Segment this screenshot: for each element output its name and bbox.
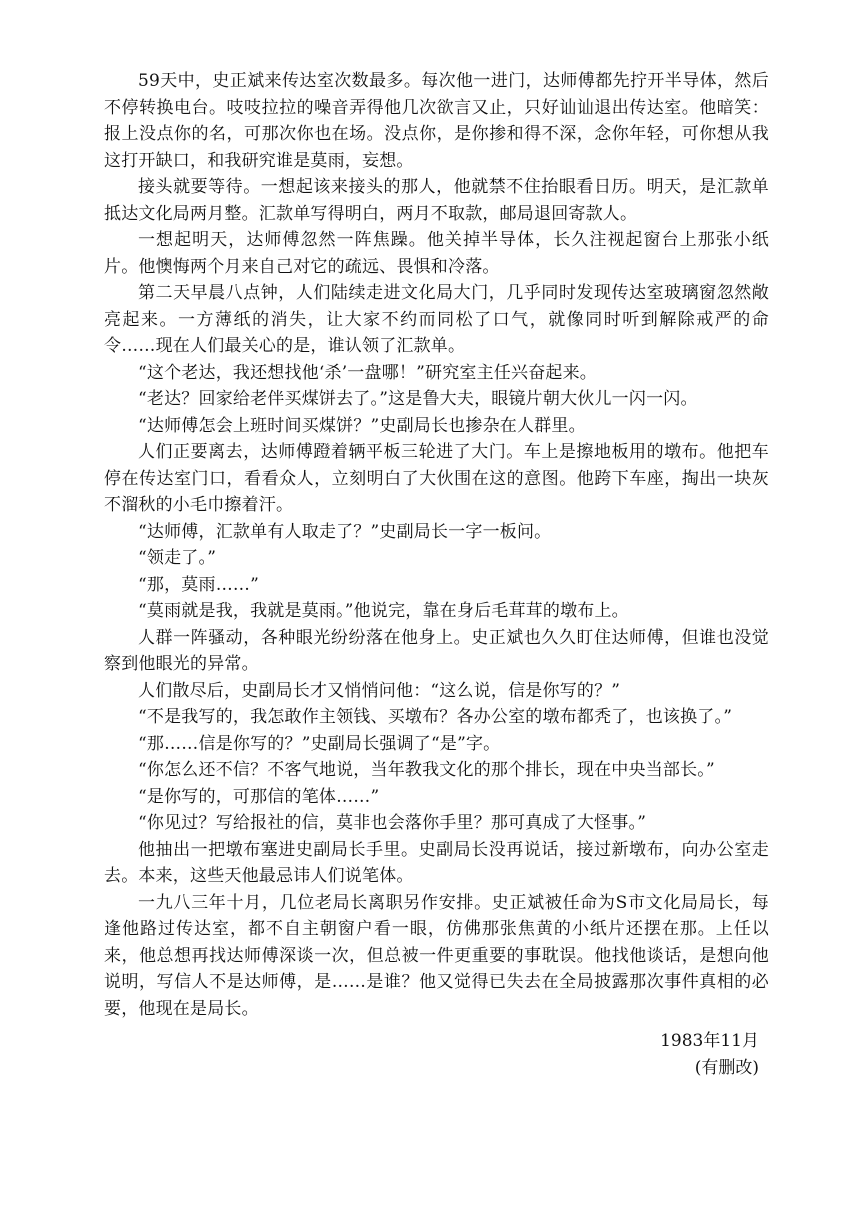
paragraph: 人们散尽后，史副局长才又悄悄问他：“这么说，信是你写的？” bbox=[138, 680, 621, 701]
paragraph: 59天中，史正斌来传达室次数最多。每次他一进门，达师傅都先拧开半导体，然后不停转换电台。吱吱拉拉的噪音弄得他几次欲言又止，只好讪讪退出传达室。他暗笑：报上没点你的名，可那次你也在场。没点你，是你掺和得不深，念你年轻，可你想从我这打开缺口，和我研究谁是莫雨，妄想。 bbox=[104, 71, 769, 171]
paragraph: 一九八三年十月，几位老局长离职另作安排。史正斌被任命为S市文化局局长，每逢他路过传达室，都不自主朝窗户看一眼，仿佛那张焦黄的小纸片还摆在那。上任以来，他总想再找达师傅深谈一次，但总被一件更重要的事耽误。他找他谈话，是想向他说明，写信人不是达师傅，是……是谁？他又觉得已失去在全局披露那次事件真相的必要，他现在是局长。 bbox=[104, 892, 769, 1019]
paragraph: “你见过？写给报社的信，莫非也会落你手里？那可真成了大怪事。” bbox=[138, 813, 647, 833]
paragraph: 他抽出一把墩布塞进史副局长手里。史副局长没再说话，接过新墩布，向办公室走去。本来，这些天他最忌讳人们说笔体。 bbox=[104, 839, 769, 886]
paragraph: 第二天早晨八点钟，人们陆续走进文化局大门，几乎同时发现传达室玻璃窗忽然敞亮起来。一方薄纸的消失，让大家不约而同松了口气，就像同时听到解除戒严的命令……现在人们最关心的是，谁认领了汇款单。 bbox=[104, 283, 769, 356]
paragraph: “不是我写的，我怎敢作主领钱、买墩布？各办公室的墩布都秃了，也该换了。” bbox=[138, 707, 733, 727]
paragraph: “那……信是你写的？”史副局长强调了“是”字。 bbox=[138, 733, 501, 754]
paragraph: “莫雨就是我，我就是莫雨。”他说完，靠在身后毛茸茸的墩布上。 bbox=[138, 601, 629, 621]
paragraph: 人们正要离去，达师傅蹬着辆平板三轮进了大门。车上是擦地板用的墩布。他把车停在传达室门口，看看众人，立刻明白了大伙围在这的意图。他跨下车座，掏出一块灰不溜秋的小毛巾擦着汗。 bbox=[104, 442, 769, 515]
paragraph: “是你写的，可那信的笔体……” bbox=[138, 786, 380, 807]
abridged-note: (有删改) bbox=[694, 1057, 759, 1078]
signature-date: 1983年11月 bbox=[660, 1031, 759, 1051]
paragraph: “领走了。” bbox=[138, 548, 217, 568]
paragraph: “这个老达，我还想找他‘杀’一盘哪！”研究室主任兴奋起来。 bbox=[138, 362, 597, 383]
document-body bbox=[104, 68, 769, 1081]
paragraph: “达师傅，汇款单有人取走了？”史副局长一字一板问。 bbox=[138, 521, 552, 542]
paragraph: 人群一阵骚动，各种眼光纷纷落在他身上。史正斌也久久盯住达师傅，但谁也没觉察到他眼光的异常。 bbox=[104, 627, 769, 674]
paragraph: 接头就要等待。一想起该来接头的那人，他就禁不住抬眼看日历。明天，是汇款单抵达文化局两月整。汇款单写得明白，两月不取款，邮局退回寄款人。 bbox=[104, 177, 769, 224]
paragraph: “你怎么还不信？不客气地说，当年教我文化的那个排长，现在中央当部长。” bbox=[138, 760, 715, 780]
paragraph: “达师傅怎会上班时间买煤饼？”史副局长也掺杂在人群里。 bbox=[138, 415, 586, 436]
paragraph: 一想起明天，达师傅忽然一阵焦躁。他关掉半导体，长久注视起窗台上那张小纸片。他懊悔两个月来自己对它的疏远、畏惧和冷落。 bbox=[104, 230, 769, 277]
paragraph: “老达？回家给老伴买煤饼去了。”这是鲁大夫，眼镜片朝大伙儿一闪一闪。 bbox=[138, 389, 698, 409]
paragraph: “那，莫雨……” bbox=[138, 574, 259, 595]
